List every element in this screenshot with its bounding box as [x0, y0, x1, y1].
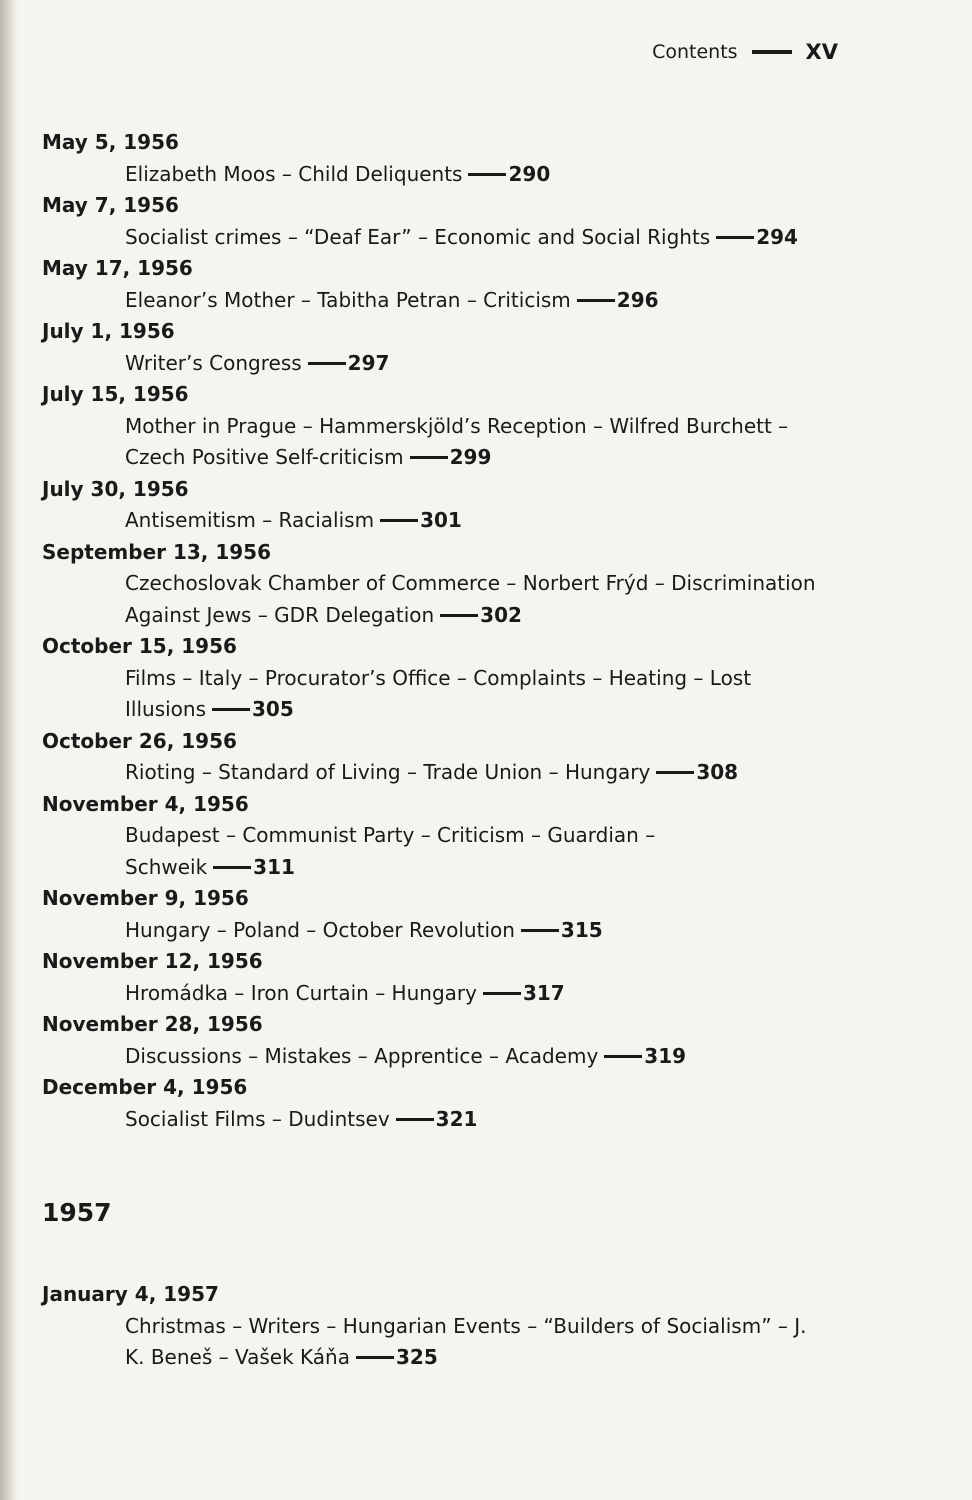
toc-entry — [42, 1009, 922, 1072]
entry-topics-line — [42, 978, 922, 1010]
entry-topics: Against Jews – GDR Delegation — [125, 602, 435, 627]
entry-topics: Films – Italy – Procurator’s Office – Complaints – Heating – Lost — [125, 665, 752, 690]
entry-topics: K. Beneš – Vašek Káňa — [125, 1345, 350, 1369]
entry-topics: Czechoslovak Chamber of Commerce – Norbert Frýd – Discrimination — [125, 571, 816, 595]
entry-topics-line — [42, 663, 922, 695]
entry-page-number: 315 — [560, 917, 603, 942]
header-label: Contents — [652, 41, 738, 63]
leader-dash — [483, 992, 521, 995]
entry-page-number: 319 — [644, 1043, 687, 1068]
page-edge-shadow — [0, 0, 18, 1500]
entry-page-number: 296 — [616, 287, 659, 312]
page-folio: XV — [805, 40, 838, 64]
entry-topics-line — [42, 442, 922, 474]
toc-entry — [42, 946, 922, 1009]
entry-topics: Schweik — [125, 854, 208, 879]
leader-dash — [716, 236, 754, 239]
toc-entry — [42, 316, 922, 379]
entry-topics-line — [42, 348, 922, 380]
entry-topics-line — [42, 568, 922, 600]
entry-page-number: 308 — [696, 760, 739, 784]
entry-date: November 9, 1956 — [42, 886, 249, 910]
leader-dash — [212, 708, 250, 711]
entry-topics-line — [42, 757, 922, 789]
leader-dash — [213, 866, 251, 869]
entry-topics-line — [42, 1342, 922, 1374]
entry-page-number: 325 — [395, 1345, 438, 1369]
toc-entry — [42, 253, 922, 316]
entry-date: October 15, 1956 — [42, 634, 237, 658]
entry-date: September 13, 1956 — [42, 539, 272, 564]
entry-page-number: 305 — [252, 697, 294, 721]
entry-topics: Socialist crimes – “Deaf Ear” – Economic and Social Rights — [125, 224, 711, 249]
leader-dash — [380, 519, 418, 522]
leader-dash — [308, 362, 346, 365]
entry-date: January 4, 1957 — [42, 1282, 219, 1306]
toc-entry — [42, 127, 922, 190]
entry-topics: Socialist Films – Dudintsev — [125, 1106, 390, 1131]
toc-entry — [42, 379, 922, 474]
entry-topics-line — [42, 915, 922, 947]
toc-entry — [42, 1072, 922, 1135]
entry-topics: Elizabeth Moos – Child Deliquents — [125, 161, 463, 186]
entry-date: November 28, 1956 — [42, 1012, 263, 1036]
entry-topics-line — [42, 1311, 922, 1343]
entry-topics-line — [42, 159, 922, 191]
entry-topics-line — [42, 820, 922, 852]
running-header — [652, 40, 838, 64]
entry-topics-line — [42, 694, 922, 726]
toc-entry — [42, 537, 922, 632]
entry-topics-line — [42, 1104, 922, 1136]
entry-topics: Discussions – Mistakes – Apprentice – Academy — [125, 1043, 599, 1068]
toc-entry — [42, 789, 922, 884]
entry-date: July 1, 1956 — [42, 319, 175, 343]
entry-topics: Eleanor’s Mother – Tabitha Petran – Criticism — [125, 287, 571, 312]
toc-entry — [42, 726, 922, 789]
entry-page-number: 299 — [449, 445, 492, 469]
entry-topics: Christmas – Writers – Hungarian Events – “Builders of Socialism” – J. — [125, 1313, 807, 1338]
entry-page-number: 290 — [508, 161, 551, 186]
leader-dash — [656, 771, 694, 774]
entry-topics: Mother in Prague – Hammerskjöld’s Reception – Wilfred Burchett – — [125, 413, 789, 438]
entry-date: October 26, 1956 — [42, 728, 237, 753]
entry-date: November 12, 1956 — [42, 949, 263, 973]
leader-dash — [468, 173, 506, 176]
entry-date: November 4, 1956 — [42, 791, 249, 816]
entry-topics: Writer’s Congress — [125, 350, 302, 375]
leader-dash — [356, 1356, 394, 1359]
toc-entry — [42, 883, 922, 946]
leader-dash — [410, 456, 448, 459]
entry-topics-line — [42, 411, 922, 443]
toc-entry — [42, 1279, 922, 1374]
toc-entry — [42, 190, 922, 253]
entry-page-number: 321 — [435, 1106, 478, 1131]
entry-page-number: 294 — [756, 224, 798, 249]
entry-topics-line — [42, 852, 922, 884]
leader-dash — [521, 929, 559, 932]
entry-page-number: 301 — [420, 508, 462, 532]
leader-dash — [604, 1055, 642, 1058]
entry-page-number: 311 — [253, 854, 295, 879]
entry-topics: Hromádka – Iron Curtain – Hungary — [125, 980, 477, 1005]
entry-topics: Budapest – Communist Party – Criticism – Guardian – — [125, 823, 656, 847]
table-of-contents — [42, 127, 922, 1374]
entry-topics: Illusions — [125, 697, 206, 721]
entry-date: July 30, 1956 — [42, 476, 189, 501]
entry-topics-line — [42, 1041, 922, 1073]
toc-entry — [42, 474, 922, 537]
entry-topics-line — [42, 222, 922, 254]
entry-page-number: 297 — [347, 350, 390, 375]
entry-page-number: 302 — [480, 602, 522, 627]
leader-dash — [577, 299, 615, 302]
entry-topics-line — [42, 285, 922, 317]
entry-date: December 4, 1956 — [42, 1075, 248, 1099]
entry-date: May 7, 1956 — [42, 193, 179, 217]
entry-topics: Hungary – Poland – October Revolution — [125, 917, 515, 942]
entry-date: May 17, 1956 — [42, 256, 193, 280]
header-rule — [752, 50, 792, 54]
entry-page-number: 317 — [522, 980, 565, 1005]
toc-entry — [42, 631, 922, 726]
entry-topics: Czech Positive Self-criticism — [125, 445, 404, 469]
leader-dash — [440, 614, 478, 617]
entry-date: May 5, 1956 — [42, 130, 179, 154]
entry-topics-line — [42, 505, 922, 537]
entry-topics: Antisemitism – Racialism — [125, 508, 375, 532]
leader-dash — [396, 1118, 434, 1121]
year-heading: 1957 — [42, 1198, 112, 1227]
entry-date: July 15, 1956 — [42, 382, 189, 406]
entry-topics: Rioting – Standard of Living – Trade Union – Hungary — [125, 760, 651, 784]
entry-topics-line — [42, 600, 922, 632]
